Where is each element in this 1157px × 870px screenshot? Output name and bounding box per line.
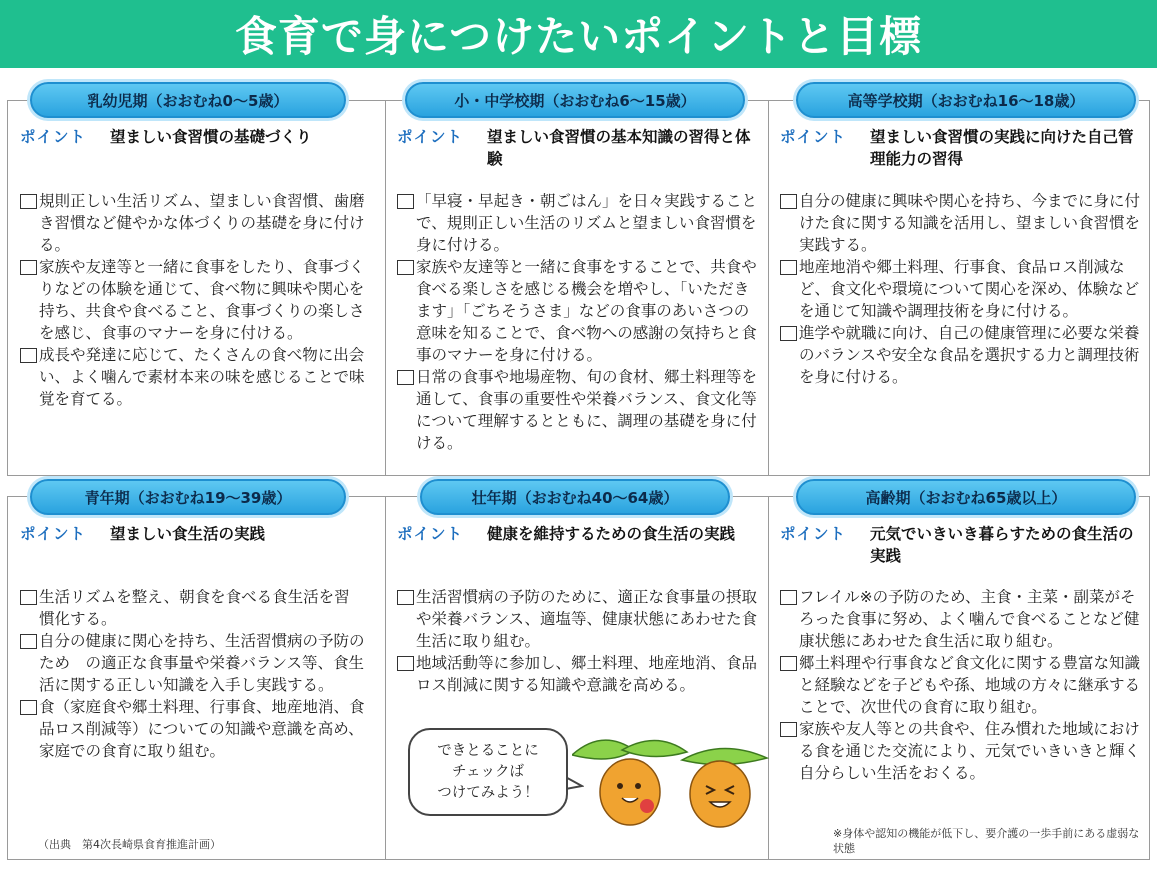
checklist-infant	[20, 190, 365, 410]
checklist-item	[397, 256, 759, 366]
checklist-item	[20, 190, 365, 256]
point-text: 望ましい食習慣の実践に向けた自己管理能力の習得	[870, 128, 1134, 168]
point-school	[397, 126, 757, 170]
stage-badge-middle: 壮年期（おおむね40～64歳）	[420, 479, 730, 515]
checklist-item	[780, 256, 1140, 322]
point-label: ポイント	[20, 525, 87, 543]
stage-badge-school: 小・中学校期（おおむね6～15歳）	[405, 82, 745, 118]
checkbox-icon[interactable]	[20, 194, 37, 209]
checklist-item-text: 食（家庭食や郷土料理、行事食、地産地消、食品ロス削減等）についての知識や意識を高め、家庭での食育に取り組む。	[39, 698, 365, 760]
stage-badge-highschool: 高等学校期（おおむね16～18歳）	[796, 82, 1136, 118]
speech-bubble	[408, 728, 568, 816]
checkbox-icon[interactable]	[397, 370, 414, 385]
checklist-item-text: フレイル※の予防のため、主食・主菜・副菜がそろった食事に努め、よく噛んで食べることなど健康状態にあわせた食生活に取り組む。	[799, 588, 1140, 650]
checkbox-icon[interactable]	[780, 260, 797, 275]
checklist-school	[397, 190, 759, 454]
point-infant	[20, 126, 370, 148]
checklist-item	[397, 190, 759, 256]
checkbox-icon[interactable]	[780, 722, 797, 737]
checkbox-icon[interactable]	[780, 194, 797, 209]
checklist-item	[780, 322, 1140, 388]
checklist-youth	[20, 586, 365, 762]
checkbox-icon[interactable]	[780, 656, 797, 671]
point-highschool	[780, 126, 1140, 170]
point-label: ポイント	[20, 128, 87, 146]
checklist-item-text: 自分の健康に興味や関心を持ち、今までに身に付けた食に関する知識を活用し、望ましい食習慣を実践する。	[799, 192, 1141, 254]
checkbox-icon[interactable]	[20, 634, 37, 649]
point-text: 元気でいきいき暮らすための食生活の実践	[870, 525, 1134, 565]
source-citation: （出典 第4次長崎県食育推進計画）	[38, 838, 221, 851]
point-label: ポイント	[397, 128, 464, 146]
point-text: 望ましい食習慣の基本知識の習得と体験	[487, 128, 751, 168]
checklist-elderly	[780, 586, 1140, 784]
checklist-highschool	[780, 190, 1140, 388]
point-youth	[20, 523, 370, 545]
footnote: ※身体や認知の機能が低下し、要介護の一歩手前にある虚弱な状態	[833, 827, 1140, 855]
stage-badge-youth: 青年期（おおむね19～39歳）	[30, 479, 346, 515]
point-text: 健康を維持するための食生活の実践	[487, 525, 736, 543]
checklist-item-text: 生活習慣病の予防のために、適正な食事量の摂取や栄養バランス、適塩等、健康状態にあわせた食生活に取り組む。	[416, 588, 758, 650]
point-label: ポイント	[780, 128, 847, 146]
checklist-item-text: 家族や友人等との共食や、住み慣れた地域における食を通じた交流により、元気でいきいきと輝く自分らしい生活をおくる。	[799, 720, 1141, 782]
speech-bubble-text: できとることに チェックば つけてみよう！	[437, 742, 539, 801]
checklist-item-text: 日常の食事や地場産物、旬の食材、郷土料理等を通して、食事の重要性や栄養バランス、食文化等について理解するとともに、調理の基礎を身に付ける。	[416, 368, 758, 452]
checklist-item	[397, 586, 759, 652]
checkbox-icon[interactable]	[397, 194, 414, 209]
point-elderly	[780, 523, 1140, 567]
checklist-item	[397, 366, 759, 454]
checklist-item-text: 進学や就職に向け、自己の健康管理に必要な栄養のバランスや安全な食品を選択する力と調理技術を身に付ける。	[799, 324, 1140, 386]
point-label: ポイント	[780, 525, 847, 543]
stage-badge-elderly: 高齢期（おおむね65歳以上）	[796, 479, 1136, 515]
point-text: 望ましい食習慣の基礎づくり	[110, 128, 312, 146]
checkbox-icon[interactable]	[397, 656, 414, 671]
checklist-middle	[397, 586, 759, 696]
checklist-item-text: 地域活動等に参加し、郷土料理、地産地消、食品ロス削減に関する知識や意識を高める。	[416, 654, 758, 694]
checklist-item	[780, 190, 1140, 256]
checklist-item	[780, 586, 1140, 652]
checklist-item	[780, 652, 1140, 718]
checkbox-icon[interactable]	[20, 590, 37, 605]
checkbox-icon[interactable]	[780, 590, 797, 605]
checklist-item	[20, 256, 365, 344]
checklist-item-text: 自分の健康に関心を持ち、生活習慣病の予防のため の適正な食事量や栄養バランス等、食生活に関する正しい知識を入手し実践する。	[39, 632, 365, 694]
checklist-item-text: 生活リズムを整え、朝食を食べる食生活を習慣化する。	[39, 588, 350, 628]
checkbox-icon[interactable]	[780, 326, 797, 341]
page-header	[0, 0, 1157, 68]
checklist-item	[780, 718, 1140, 784]
checklist-item	[20, 586, 365, 630]
point-label: ポイント	[397, 525, 464, 543]
checkbox-icon[interactable]	[20, 348, 37, 363]
checklist-item	[20, 696, 365, 762]
checklist-item	[20, 630, 365, 696]
checklist-item-text: 郷土料理や行事食など食文化に関する豊富な知識と経験などを子どもや孫、地域の方々に継承することで、次世代の食育に取り組む。	[799, 654, 1141, 716]
checkbox-icon[interactable]	[397, 590, 414, 605]
checklist-item-text: 家族や友達等と一緒に食事をしたり、食事づくりなどの体験を通じて、食べ物に興味や関心を持ち、共食や食べること、食事づくりの楽しさを感じ、食事のマナーを身に付ける。	[39, 258, 365, 342]
page-title: 食育で身につけたいポイントと目標	[234, 12, 923, 61]
point-text: 望ましい食生活の実践	[110, 525, 266, 543]
checklist-item-text: 地産地消や郷土料理、行事食、食品ロス削減など、食文化や環境について関心を深め、体験などを通じて知識や調理技術を身に付ける。	[799, 258, 1140, 320]
checkbox-icon[interactable]	[20, 700, 37, 715]
checklist-item-text: 「早寝・早起き・朝ごはん」を日々実践することで、規則正しい生活のリズムと望ましい食習慣を身に付ける。	[416, 192, 758, 254]
point-middle	[397, 523, 757, 545]
stage-badge-infant: 乳幼児期（おおむね0～5歳）	[30, 82, 346, 118]
checklist-item-text: 規則正しい生活リズム、望ましい食習慣、歯磨き習慣など健やかな体づくりの基礎を身に付ける。	[39, 192, 365, 254]
mascot-character-icon	[572, 730, 772, 830]
checkbox-icon[interactable]	[20, 260, 37, 275]
checklist-item	[397, 652, 759, 696]
checklist-item-text: 家族や友達等と一緒に食事をすることで、共食や食べる楽しさを感じる機会を増やし、「いただきます」「ごちそうさま」などの食事のあいさつの意味を知ることで、食べ物への感謝の気持ちと食事のマナーを身に付ける。	[416, 258, 757, 364]
checklist-item-text: 成長や発達に応じて、たくさんの食べ物に出会い、よく噛んで素材本来の味を感じることで味覚を育てる。	[39, 346, 365, 408]
checkbox-icon[interactable]	[397, 260, 414, 275]
checklist-item	[20, 344, 365, 410]
